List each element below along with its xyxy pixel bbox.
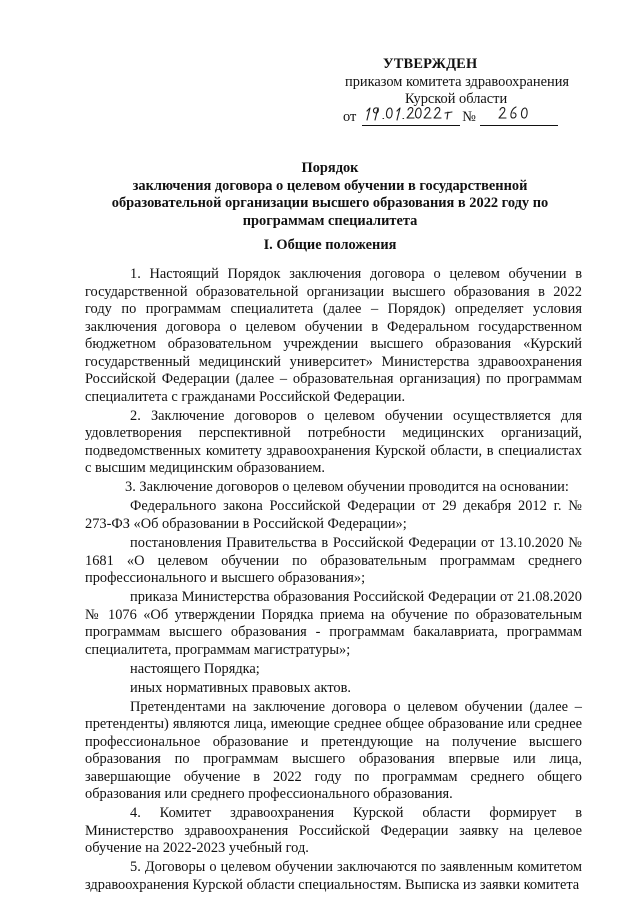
paragraph-3: 3. Заключение договоров о целевом обучении проводится на основании: <box>125 479 569 496</box>
section-heading: I. Общие положения <box>263 237 397 253</box>
approval-line-2: Курской области <box>405 91 508 108</box>
paragraph-applicants: Претендентами на заключение договора о целевом обучении (далее – претенденты) являются лица, имеющие среднее общее образование или среднее профессиональное образование и претендующие на получение высшего образования по программам высшего образования впервые или лица, завершающие обучение в 2022 году по программам среднего общего образования или среднего профессионального образования. <box>85 698 582 803</box>
title-line-3: образовательной организации высшего образования в 2022 году по <box>111 195 549 212</box>
number-field <box>480 111 558 126</box>
basis-item-federal-law: Федерального закона Российской Федерации от 29 декабря 2012 г. № 273-ФЗ «Об образовании в Российской Федерации»; <box>85 498 582 532</box>
approval-heading: УТВЕРЖДЕН <box>383 56 478 72</box>
basis-item-ministry-order: приказа Министерства образования Российской Федерации от 21.08.2020 № 1076 «Об утверждении Порядка приема на обучение по образовательным программам высшего образования - программам бакалавриата, программам специалитета, программам магистратуры»; <box>85 589 582 658</box>
title-line-4: программам специалитета <box>242 212 418 229</box>
paragraph-2: 2. Заключение договоров о целевом обучении осуществляется для удовлетворения перспективной потребности медицинских организаций, подведомственных комитету здравоохранения Курской области, в специалистах с высшим медицинским образованием. <box>85 407 582 477</box>
document-title <box>60 160 600 230</box>
paragraph-1: 1. Настоящий Порядок заключения договора о целевом обучении в государственной образовательной организации высшего образования в 2022 году по программам специалитета (далее – Порядок) определяет условия заключения договора о целевом обучении в Федеральном государственном бюджетном образовательном учреждении высшего образования «Курский государственный медицинский университет» Министерства здравоохранения Российской Федерации (далее – образовательная организация) по программам специалитета с гражданами Российской Федерации. <box>85 266 582 405</box>
handwritten-number <box>482 103 558 123</box>
approval-date-line <box>338 109 588 127</box>
basis-item-government-decree: постановления Правительства в Российской Федерации от 13.10.2020 № 1681 «О целевом обучении по образовательным программам среднего профессионального и высшего образования»; <box>85 534 582 587</box>
handwritten-date <box>364 103 460 123</box>
basis-item-this-order: настоящего Порядка; <box>130 660 260 677</box>
title-line-2: заключения договора о целевом обучении в государственной <box>132 177 528 194</box>
title-line-1: Порядок <box>301 160 359 176</box>
number-label: № <box>462 108 477 125</box>
document-body <box>85 266 582 896</box>
approval-stamp <box>338 56 588 127</box>
basis-item-other-acts: иных нормативных правовых актов. <box>130 679 352 696</box>
paragraph-4: 4. Комитет здравоохранения Курской области формирует в Министерство здравоохранения Российской Федерации заявку на целевое обучение на 2022-2023 учебный год. <box>85 805 582 857</box>
date-field <box>362 111 460 126</box>
approval-line-1: приказом комитета здравоохранения <box>345 73 570 90</box>
paragraph-5: 5. Договоры о целевом обучении заключаются по заявленным комитетом здравоохранения Курской области специальностям. Выписка из заявки комитета <box>85 859 582 893</box>
date-prefix: от <box>343 108 357 125</box>
